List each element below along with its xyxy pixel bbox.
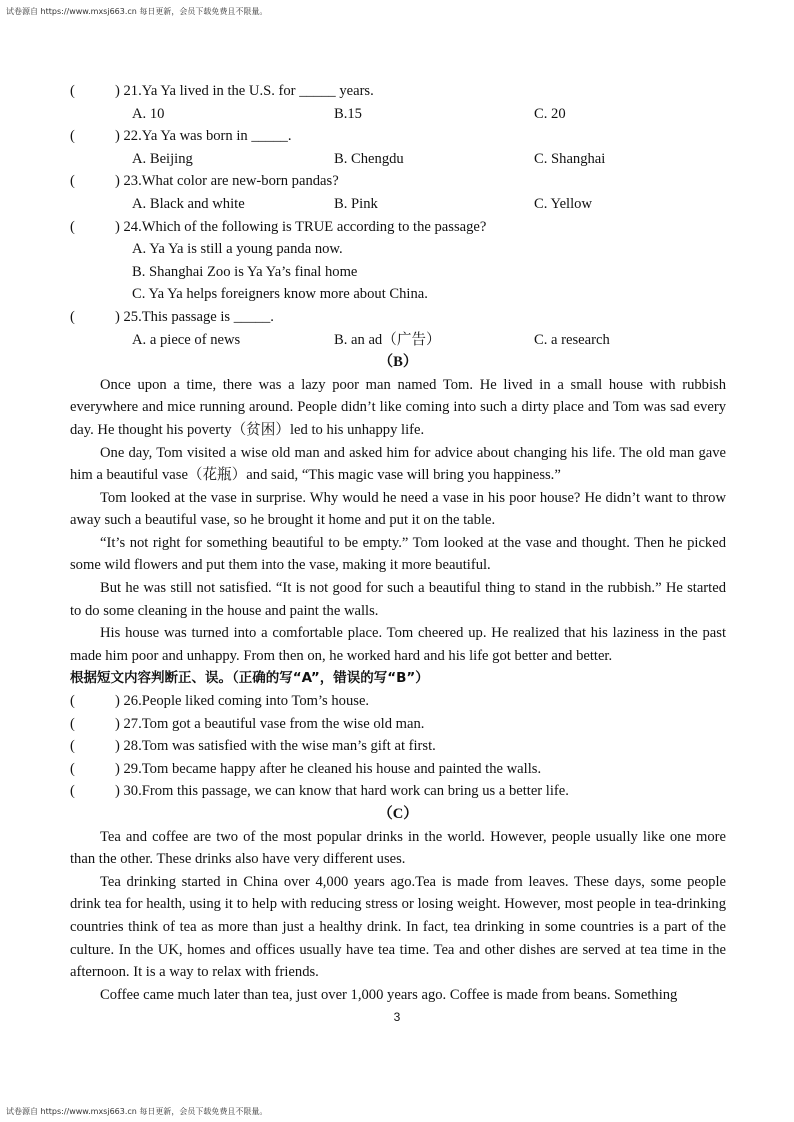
answer-paren: ( — [70, 760, 75, 777]
option-b: B. an ad（广告） — [334, 331, 441, 348]
answer-paren: ( — [70, 308, 75, 325]
passage-paragraph: His house was turned into a comfortable place. Tom cheered up. He realized that his laziness in the past made him poor and unhappy. From then on, he worked hard and his life got better and better. — [70, 625, 726, 664]
option-a: A. 10 — [132, 105, 165, 122]
option-b: B. Pink — [334, 195, 378, 212]
passage-paragraph: One day, Tom visited a wise old man and asked him for advice about changing his life. The old man gave him a beautiful vase（花瓶）and said, “This magic vase will bring you happiness.” — [70, 444, 726, 484]
question-29 — [70, 758, 726, 781]
option-c: C. Shanghai — [534, 150, 606, 167]
passage-paragraph: Tom looked at the vase in surprise. Why would he need a vase in his poor house? He didn’t want to throw away such a beautiful vase, so he brought it home and put it on the table. — [70, 489, 726, 529]
answer-paren: ( — [70, 128, 75, 145]
answer-paren: ( — [70, 783, 75, 800]
answer-paren: ( — [70, 173, 75, 190]
passage-paragraph: Tea drinking started in China over 4,000 years ago.Tea is made from leaves. These days, some people drink tea for health, using it to help with reducing stress or losing weight. However, most people in tea-drinking countries think of tea as more than just a healthy drink. In fact, tea drinking in some countries is a part of the culture. In the UK, homes and offices usually have tea time. Tea and other dishes are served at tea time in the afternoon. It is a way to relax with friends. — [70, 873, 726, 981]
question-30 — [70, 780, 726, 803]
question-23 — [70, 170, 726, 215]
section-b-title: （B） — [378, 354, 418, 371]
option-c: C. a research — [534, 331, 610, 348]
question-21 — [70, 80, 726, 125]
question-stem: ) 26.People liked coming into Tom’s house. — [115, 693, 370, 710]
option-b: B.15 — [334, 105, 362, 122]
question-22 — [70, 125, 726, 170]
passage-paragraph: But he was still not satisfied. “It is not good for such a beautiful thing to stand in the rubbish.” He started to do some cleaning in the house and paint the walls. — [70, 580, 726, 619]
passage-paragraph: Once upon a time, there was a lazy poor man named Tom. He lived in a small house with rubbish everywhere and mice running around. People didn’t like coming into such a dirty place and Tom was sad every day. He thought his poverty（贫困）led to his unhappy life. — [70, 376, 726, 438]
passage-paragraph: “It’s not right for something beautiful to be empty.” Tom looked at the vase and thought. Then he picked some wild flowers and put them into the vase, making it more beautiful. — [70, 534, 726, 574]
option-a: A. Beijing — [132, 150, 193, 167]
answer-paren: ( — [70, 738, 75, 755]
answer-paren: ( — [70, 715, 75, 732]
watermark-top: 试卷源自 https://www.mxsj663.cn 每日更新，会员下载免费且不限量。 — [6, 7, 268, 16]
page-content — [70, 80, 726, 1006]
question-24 — [70, 216, 726, 306]
question-stem: ) 30.From this passage, we can know that hard work can bring us a better life. — [115, 783, 569, 800]
question-26 — [70, 690, 726, 713]
question-25 — [70, 306, 726, 351]
page-number: 3 — [393, 1010, 401, 1024]
question-stem: ) 27.Tom got a beautiful vase from the wise old man. — [115, 715, 425, 732]
section-c-title: （C） — [378, 806, 418, 822]
question-stem: ) 25.This passage is _____. — [115, 308, 274, 325]
option-a: A. Ya Ya is still a young panda now. — [132, 241, 343, 258]
question-stem: ) 29.Tom became happy after he cleaned his house and painted the walls. — [115, 760, 542, 777]
judgement-instruction: 根据短文内容判断正、误。（正确的写“A”，错误的写“B”） — [70, 670, 429, 687]
option-a: A. a piece of news — [132, 331, 241, 348]
option-c: C. Ya Ya helps foreigners know more about China. — [132, 286, 428, 303]
option-b: B. Chengdu — [334, 150, 404, 167]
question-stem: ) 22.Ya Ya was born in _____. — [115, 128, 292, 145]
option-b: B. Shanghai Zoo is Ya Ya’s final home — [132, 263, 358, 280]
question-28 — [70, 735, 726, 758]
answer-paren: ( — [70, 693, 75, 710]
passage-paragraph: Tea and coffee are two of the most popular drinks in the world. However, people usually like one more than the other. These drinks also have very different uses. — [70, 828, 726, 868]
question-stem: ) 21.Ya Ya lived in the U.S. for _____ years. — [115, 83, 374, 99]
option-c: C. Yellow — [534, 195, 592, 212]
option-a: A. Black and white — [132, 195, 245, 212]
watermark-bottom: 试卷源自 https://www.mxsj663.cn 每日更新，会员下载免费且不限量。 — [6, 1107, 268, 1116]
question-27 — [70, 713, 726, 736]
passage-paragraph: Coffee came much later than tea, just over 1,000 years ago. Coffee is made from beans. Something — [100, 986, 678, 1003]
question-stem: ) 28.Tom was satisfied with the wise man’s gift at first. — [115, 738, 436, 755]
question-stem: ) 23.What color are new-born pandas? — [115, 173, 339, 190]
question-stem: ) 24.Which of the following is TRUE according to the passage? — [115, 218, 487, 235]
option-c: C. 20 — [534, 105, 566, 122]
answer-paren: ( — [70, 218, 75, 235]
answer-paren: ( — [70, 83, 75, 99]
